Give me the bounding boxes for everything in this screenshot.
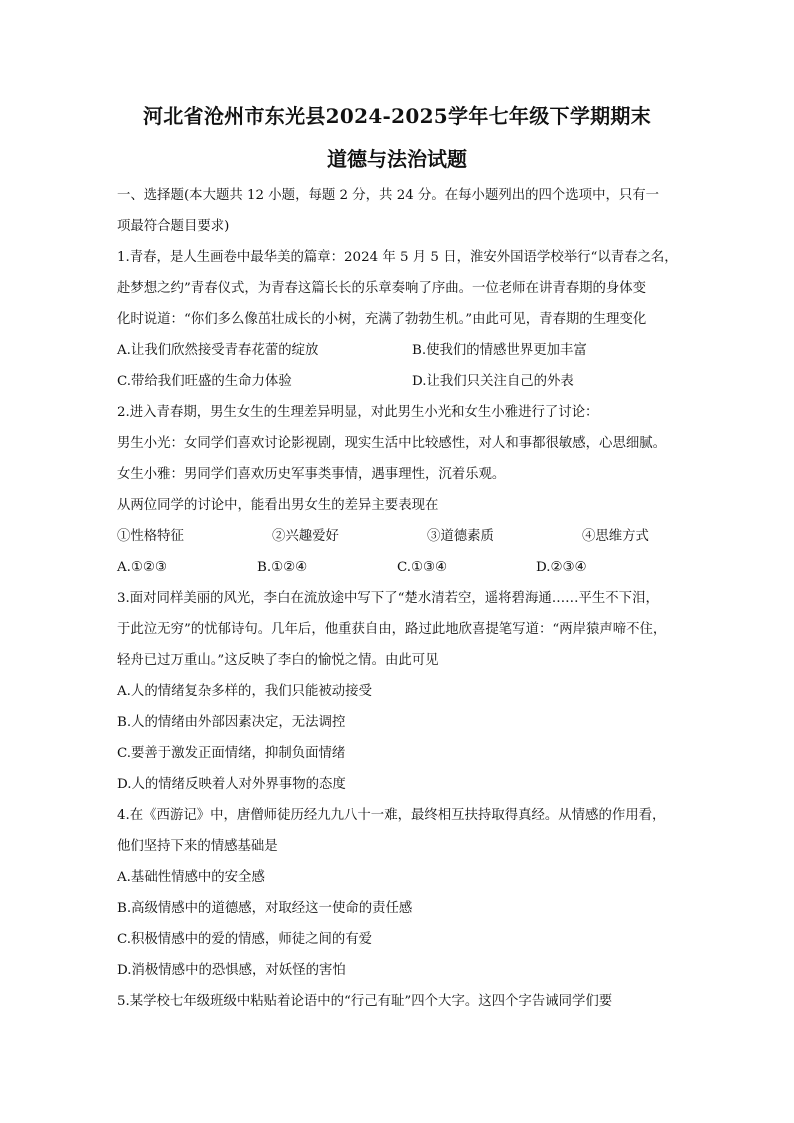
q2-item-4: ④思维方式: [582, 529, 649, 544]
q4-option-a: A.基础性情感中的安全感: [117, 870, 265, 885]
q1-line-1: 1.青春，是人生画卷中最华美的篇章：2024 年 5 月 5 日，淮安外国语学校举行“以青春之名，: [117, 250, 678, 265]
q3-line-1: 3.面对同样美丽的风光，李白在流放途中写下了“楚水清若空，遥将碧海通……平生不下泪，: [117, 591, 659, 606]
q4-option-d: D.消极情感中的恐惧感，对妖怪的害怕: [117, 963, 346, 978]
title-line-2: 道德与法治试题: [327, 147, 467, 171]
q2-option-d: D.②③④: [536, 560, 587, 575]
q3-option-a: A.人的情绪复杂多样的，我们只能被动接受: [117, 684, 372, 699]
q1-options-row-2: [117, 366, 697, 397]
q2-item-3: ③道德素质: [427, 529, 494, 544]
q1-options-row-1: [117, 335, 697, 366]
q2-items-row: [117, 521, 697, 552]
exam-content: [117, 180, 697, 1017]
q1-line-3: 化时说道：“你们多么像茁壮成长的小树，充满了勃勃生机。”由此可见，青春期的生理变化: [117, 312, 647, 327]
q1-option-c: C.带给我们旺盛的生命力体验: [117, 374, 292, 389]
q2-option-c: C.①③④: [397, 560, 448, 575]
q2-line-2: 男生小光：女同学们喜欢讨论影视剧，现实生活中比较感性，对人和事都很敏感，心思细腻。: [117, 436, 667, 451]
q3-option-c: C.要善于激发正面情绪，抑制负面情绪: [117, 746, 346, 761]
q2-line-1: 2.进入青春期，男生女生的生理差异明显，对此男生小光和女生小雅进行了讨论：: [117, 405, 599, 420]
q4-line-2: 他们坚持下来的情感基础是: [117, 839, 278, 854]
q2-option-b: B.①②④: [257, 560, 308, 575]
section-heading-line-2: 项最符合题目要求): [117, 219, 230, 234]
q1-option-a: A.让我们欣然接受青春花蕾的绽放: [117, 343, 319, 358]
section-heading-line-1: 一、选择题(本大题共 12 小题，每题 2 分，共 24 分。在每小题列出的四个选项中，只有一: [117, 188, 660, 203]
q3-line-2: 于此泣无穷”的忧郁诗句。几年后，他重获自由，路过此地欣喜提笔写道：“两岸猿声啼不住，: [117, 622, 667, 637]
q1-option-d: D.让我们只关注自己的外表: [412, 374, 574, 389]
q2-line-3: 女生小雅：男同学们喜欢历史军事类事情，遇事理性，沉着乐观。: [117, 467, 506, 482]
q4-option-c: C.积极情感中的爱的情感，师徒之间的有爱: [117, 932, 373, 947]
q4-option-b: B.高级情感中的道德感，对取经这一使命的责任感: [117, 901, 413, 916]
q4-line-1: 4.在《西游记》中，唐僧师徒历经九九八十一难，最终相互扶持取得真经。从情感的作用看，: [117, 808, 666, 823]
title-line-1: 河北省沧州市东光县2024-2025学年七年级下学期期末: [142, 104, 652, 128]
q2-item-2: ②兴趣爱好: [272, 529, 339, 544]
q1-option-b: B.使我们的情感世界更加丰富: [412, 343, 587, 358]
q1-line-2: 赴梦想之约”青春仪式，为青春这篇长长的乐章奏响了序曲。一位老师在讲青春期的身体变: [117, 281, 647, 296]
q5-line-1: 5.某学校七年级班级中粘贴着论语中的“行己有耻”四个大字。这四个字告诫同学们要: [117, 994, 613, 1009]
q3-line-3: 轻舟已过万重山。”这反映了李白的愉悦之情。由此可见: [117, 653, 439, 668]
q3-option-d: D.人的情绪反映着人对外界事物的态度: [117, 777, 346, 792]
q2-line-4: 从两位同学的讨论中，能看出男女生的差异主要表现在: [117, 498, 439, 513]
q2-options-row: [117, 552, 697, 583]
q2-item-1: ①性格特征: [117, 529, 184, 544]
q3-option-b: B.人的情绪由外部因素决定，无法调控: [117, 715, 346, 730]
q2-option-a: A.①②③: [117, 560, 167, 575]
